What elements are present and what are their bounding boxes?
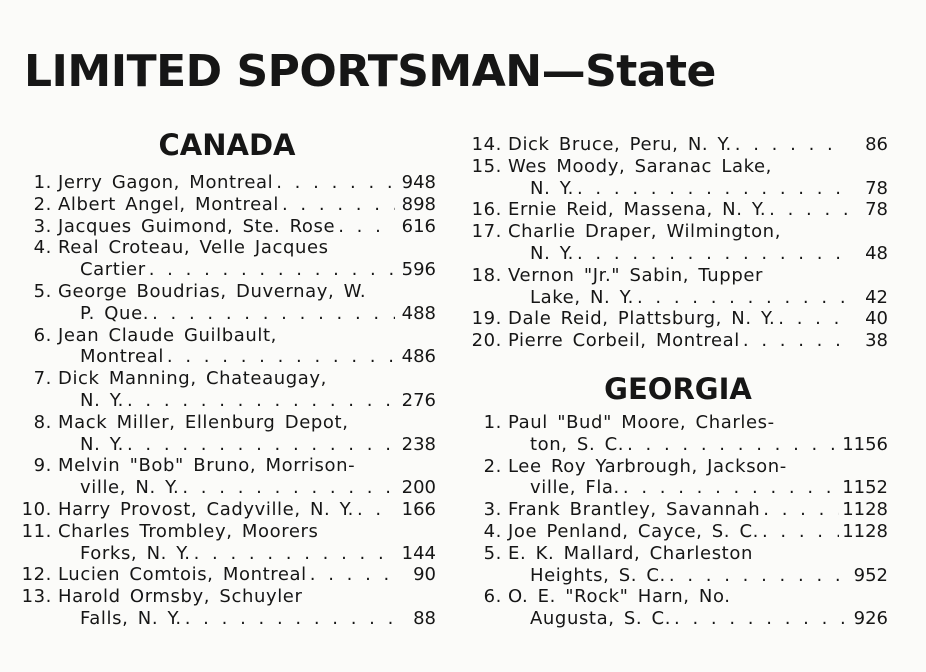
entry-name: Harry Provost, Cadyville, N. Y. bbox=[58, 498, 354, 520]
entry-line bbox=[468, 243, 888, 265]
entry-score: 276 bbox=[401, 389, 436, 411]
entry-name-continued: Falls, N. Y. bbox=[80, 607, 182, 629]
entry-score: 488 bbox=[401, 302, 436, 324]
entry-line bbox=[468, 199, 888, 221]
entry-name-continued: P. Que. bbox=[80, 302, 150, 324]
entry-rank: 18. bbox=[471, 264, 502, 286]
standing-entry bbox=[18, 368, 436, 412]
entry-rank: 1. bbox=[33, 172, 52, 193]
entry-name: Jacques Guimond, Ste. Rose bbox=[58, 215, 336, 237]
entry-line bbox=[468, 543, 888, 565]
entry-name: Pierre Corbeil, Montreal bbox=[508, 330, 740, 352]
entry-name: Melvin "Bob" Bruno, Morrison- bbox=[58, 455, 356, 477]
entry-name: Paul "Bud" Moore, Charles- bbox=[508, 411, 775, 433]
standing-entry bbox=[18, 455, 436, 499]
page-title: LIMITED SPORTSMAN—State bbox=[24, 46, 716, 97]
entry-rank: 9. bbox=[33, 455, 52, 477]
standing-entry bbox=[18, 194, 436, 216]
entry-line bbox=[468, 330, 888, 352]
entry-rank: 2. bbox=[483, 455, 502, 477]
standing-entry bbox=[18, 586, 436, 630]
entry-name: Charles Trombley, Moorers bbox=[58, 520, 319, 542]
entry-line bbox=[468, 586, 888, 608]
entry-name: Vernon "Jr." Sabin, Tupper bbox=[508, 264, 764, 286]
entry-name: Charlie Draper, Wilmington, bbox=[508, 221, 782, 243]
standing-entry bbox=[468, 543, 888, 587]
leader-dots bbox=[149, 259, 395, 281]
entry-score: 952 bbox=[853, 564, 888, 586]
entry-name-continued: N. Y. bbox=[530, 242, 574, 264]
right-column bbox=[468, 134, 888, 630]
leader-dots bbox=[627, 434, 839, 456]
standing-entry bbox=[18, 521, 436, 565]
entry-line bbox=[468, 477, 888, 499]
entry-rank: 3. bbox=[483, 499, 502, 521]
entry-score: 616 bbox=[401, 215, 436, 237]
entry-score: 88 bbox=[413, 607, 436, 629]
entry-name: Ernie Reid, Massena, N. Y. bbox=[508, 199, 767, 221]
entry-name-continued: ton, S. C. bbox=[530, 433, 625, 455]
entry-name: Albert Angel, Montreal bbox=[58, 193, 279, 215]
entry-name-continued: Forks, N. Y. bbox=[80, 542, 191, 564]
standing-entry bbox=[468, 221, 888, 265]
leader-dots bbox=[310, 564, 395, 586]
entry-rank: 10. bbox=[21, 498, 52, 520]
entry-score: 40 bbox=[865, 308, 888, 330]
leader-dots bbox=[127, 390, 395, 412]
entry-name-continued: N. Y. bbox=[80, 433, 124, 455]
entry-score: 200 bbox=[401, 477, 436, 499]
entry-name-continued: Cartier bbox=[80, 259, 146, 281]
entry-line bbox=[18, 499, 436, 521]
leader-dots bbox=[577, 178, 847, 200]
standing-entry bbox=[18, 499, 436, 521]
entry-name: Dale Reid, Plattsburg, N. Y. bbox=[508, 308, 776, 330]
standing-entry bbox=[468, 521, 888, 543]
entry-name: Lucien Comtois, Montreal bbox=[58, 564, 307, 586]
entry-rank: 14. bbox=[471, 134, 502, 155]
leader-dots bbox=[152, 303, 395, 325]
standings-list-georgia bbox=[468, 412, 888, 630]
entry-score: 48 bbox=[865, 242, 888, 264]
standing-entry bbox=[18, 237, 436, 281]
entry-name: Harold Ormsby, Schuyler bbox=[58, 586, 303, 608]
entry-score: 144 bbox=[401, 542, 436, 564]
leader-dots bbox=[735, 134, 847, 156]
entry-rank: 13. bbox=[21, 586, 52, 608]
standing-entry bbox=[468, 134, 888, 156]
standing-entry bbox=[468, 412, 888, 456]
entry-rank: 4. bbox=[33, 237, 52, 259]
entry-line bbox=[18, 259, 436, 281]
leader-dots bbox=[769, 199, 847, 221]
entry-score: 1128 bbox=[842, 520, 888, 542]
entry-line bbox=[468, 608, 888, 630]
entry-score: 90 bbox=[413, 564, 436, 586]
leader-dots bbox=[167, 346, 395, 368]
standing-entry bbox=[18, 325, 436, 369]
entry-line bbox=[18, 172, 436, 194]
entry-line bbox=[18, 237, 436, 259]
standing-entry bbox=[18, 281, 436, 325]
entry-line bbox=[18, 455, 436, 477]
entry-line bbox=[468, 178, 888, 200]
entry-name-continued: Augusta, S. C. bbox=[530, 608, 672, 630]
entry-rank: 6. bbox=[483, 586, 502, 608]
entry-score: 42 bbox=[865, 286, 888, 308]
entry-rank: 6. bbox=[33, 324, 52, 346]
entry-line bbox=[18, 303, 436, 325]
leader-dots bbox=[743, 330, 847, 352]
leader-dots bbox=[127, 434, 395, 456]
entry-rank: 1. bbox=[483, 411, 502, 433]
entry-name: O. E. "Rock" Harn, No. bbox=[508, 586, 731, 608]
entry-line bbox=[18, 346, 436, 368]
leader-dots bbox=[778, 308, 847, 330]
entry-rank: 5. bbox=[33, 280, 52, 302]
entry-score: 1128 bbox=[842, 499, 888, 521]
standing-entry bbox=[468, 265, 888, 309]
entry-line bbox=[468, 134, 888, 156]
entry-name: Dick Bruce, Peru, N. Y. bbox=[508, 134, 732, 155]
entry-line bbox=[18, 281, 436, 303]
entry-score: 78 bbox=[865, 177, 888, 199]
entry-score: 596 bbox=[401, 259, 436, 281]
standing-entry bbox=[18, 216, 436, 238]
entry-line bbox=[18, 325, 436, 347]
entry-rank: 16. bbox=[471, 199, 502, 221]
entry-name-continued: Lake, N. Y. bbox=[530, 286, 634, 308]
entry-name: Joe Penland, Cayce, S. C. bbox=[508, 520, 759, 542]
entry-name: Lee Roy Yarbrough, Jackson- bbox=[508, 455, 787, 477]
entry-name-continued: N. Y. bbox=[530, 177, 574, 199]
entry-name: Wes Moody, Saranac Lake, bbox=[508, 155, 772, 177]
standing-entry bbox=[18, 172, 436, 194]
entry-line bbox=[18, 543, 436, 565]
entry-score: 238 bbox=[401, 433, 436, 455]
leader-dots bbox=[669, 565, 847, 587]
entry-line bbox=[18, 608, 436, 630]
entry-line bbox=[18, 521, 436, 543]
entry-line bbox=[468, 287, 888, 309]
entry-name: Jerry Gagon, Montreal bbox=[58, 172, 274, 193]
entry-rank: 12. bbox=[21, 564, 52, 586]
entry-name-continued: Montreal bbox=[80, 346, 164, 368]
entry-rank: 15. bbox=[471, 155, 502, 177]
entry-score: 86 bbox=[865, 134, 888, 155]
standing-entry bbox=[468, 308, 888, 330]
entry-line bbox=[468, 308, 888, 330]
entry-rank: 8. bbox=[33, 411, 52, 433]
standing-entry bbox=[18, 412, 436, 456]
standings-list-canada-continued bbox=[468, 134, 888, 352]
entry-line bbox=[468, 221, 888, 243]
entry-rank: 4. bbox=[483, 520, 502, 542]
entry-score: 38 bbox=[865, 330, 888, 352]
leader-dots bbox=[282, 194, 395, 216]
entry-name-continued: ville, N. Y. bbox=[80, 477, 180, 499]
entry-rank: 20. bbox=[471, 330, 502, 352]
entry-name-continued: N. Y. bbox=[80, 389, 124, 411]
leader-dots bbox=[338, 216, 395, 238]
entry-line bbox=[18, 586, 436, 608]
entry-name: Mack Miller, Ellenburg Depot, bbox=[58, 411, 349, 433]
entry-line bbox=[468, 434, 888, 456]
section-heading-georgia: GEORGIA bbox=[604, 371, 752, 406]
entry-line bbox=[468, 412, 888, 434]
entry-line bbox=[468, 565, 888, 587]
entry-rank: 7. bbox=[33, 368, 52, 390]
leader-dots bbox=[674, 608, 847, 630]
entry-score: 948 bbox=[401, 172, 436, 193]
standings-list-canada bbox=[18, 172, 436, 630]
standing-entry bbox=[468, 586, 888, 630]
leader-dots bbox=[623, 477, 839, 499]
entry-line bbox=[468, 521, 888, 543]
left-column bbox=[18, 126, 436, 630]
entry-score: 486 bbox=[401, 346, 436, 368]
standing-entry bbox=[468, 330, 888, 352]
entry-name: George Boudrias, Duvernay, W. bbox=[58, 280, 367, 302]
entry-rank: 5. bbox=[483, 542, 502, 564]
entry-line bbox=[18, 412, 436, 434]
entry-name: E. K. Mallard, Charleston bbox=[508, 542, 753, 564]
standing-entry bbox=[468, 456, 888, 500]
standing-entry bbox=[468, 156, 888, 200]
entry-score: 166 bbox=[401, 498, 436, 520]
leader-dots bbox=[357, 499, 395, 521]
entry-rank: 17. bbox=[471, 221, 502, 243]
entry-rank: 11. bbox=[21, 520, 52, 542]
entry-line bbox=[468, 499, 888, 521]
entry-line bbox=[468, 265, 888, 287]
entry-score: 1152 bbox=[842, 477, 888, 499]
section-heading-canada: CANADA bbox=[158, 128, 296, 162]
leader-dots bbox=[763, 499, 839, 521]
entry-line bbox=[468, 456, 888, 478]
entry-line bbox=[18, 368, 436, 390]
entry-name-continued: ville, Fla. bbox=[530, 477, 620, 499]
entry-name: Dick Manning, Chateaugay, bbox=[58, 368, 327, 390]
entry-line bbox=[18, 216, 436, 238]
standing-entry bbox=[468, 499, 888, 521]
entry-name: Frank Brantley, Savannah bbox=[508, 499, 761, 521]
entry-score: 78 bbox=[865, 199, 888, 221]
entry-score: 898 bbox=[401, 193, 436, 215]
leader-dots bbox=[637, 287, 847, 309]
entry-rank: 2. bbox=[33, 193, 52, 215]
standing-entry bbox=[468, 199, 888, 221]
leader-dots bbox=[762, 521, 839, 543]
leader-dots bbox=[276, 172, 395, 194]
entry-name: Real Croteau, Velle Jacques bbox=[58, 237, 329, 259]
entry-line bbox=[18, 434, 436, 456]
leader-dots bbox=[194, 543, 395, 565]
entry-line bbox=[18, 564, 436, 586]
entry-rank: 19. bbox=[471, 308, 502, 330]
entry-score: 1156 bbox=[842, 433, 888, 455]
entry-line bbox=[468, 156, 888, 178]
leader-dots bbox=[185, 608, 395, 630]
entry-line bbox=[18, 477, 436, 499]
standing-entry bbox=[18, 564, 436, 586]
entry-line bbox=[18, 194, 436, 216]
entry-score: 926 bbox=[853, 608, 888, 630]
leader-dots bbox=[577, 243, 847, 265]
entry-name-continued: Heights, S. C. bbox=[530, 564, 666, 586]
entry-line bbox=[18, 390, 436, 412]
entry-rank: 3. bbox=[33, 215, 52, 237]
entry-name: Jean Claude Guilbault, bbox=[58, 324, 277, 346]
leader-dots bbox=[182, 477, 395, 499]
